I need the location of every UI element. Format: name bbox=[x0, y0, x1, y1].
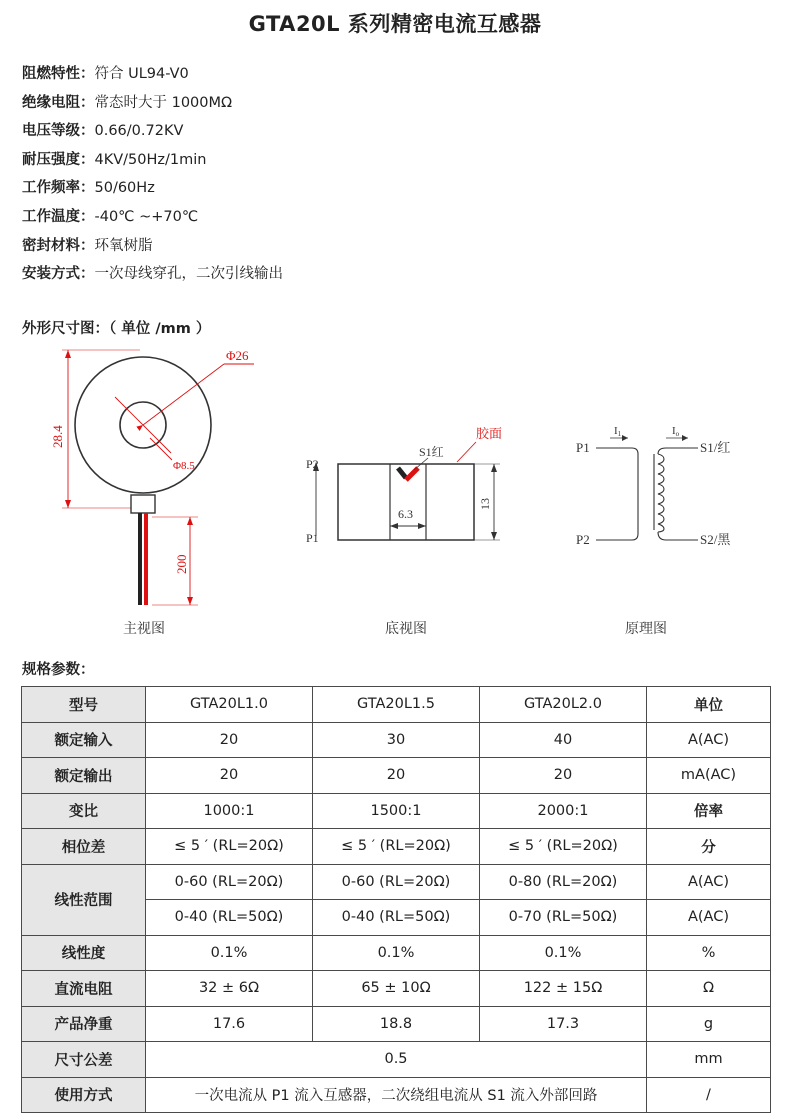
table-cell: 0.1% bbox=[313, 935, 480, 971]
table-row bbox=[22, 1006, 771, 1042]
secondary-current-subscript: o bbox=[675, 430, 680, 438]
body-height-label: 13 bbox=[478, 498, 492, 510]
spec-value: -40℃ ~+70℃ bbox=[94, 208, 199, 225]
table-cell: 0-70 (RL=50Ω) bbox=[480, 900, 647, 936]
table-cell: 0-40 (RL=50Ω) bbox=[146, 900, 313, 936]
secondary-coil bbox=[658, 454, 664, 532]
row-label: 直流电阻 bbox=[22, 971, 146, 1007]
spec-value: 符合 UL94-V0 bbox=[94, 66, 189, 82]
table-row bbox=[22, 758, 771, 794]
row-label: 使用方式 bbox=[22, 1077, 146, 1113]
unit-cell: Ω bbox=[647, 971, 771, 1007]
bottom-view-drawing bbox=[300, 418, 520, 550]
spec-key: 阻燃特性： bbox=[22, 66, 95, 82]
table-cell: 1000:1 bbox=[146, 793, 313, 829]
row-label: 相位差 bbox=[22, 829, 146, 865]
table-cell: 32 ± 6Ω bbox=[146, 971, 313, 1007]
table-cell: 20 bbox=[313, 758, 480, 794]
primary-current-symbol: I bbox=[614, 425, 618, 437]
page-title: GTA20L 系列精密电流互感器 bbox=[248, 12, 542, 36]
principle-diagram bbox=[570, 418, 780, 553]
spec-value: 常态时大于 1000MΩ bbox=[94, 94, 233, 111]
primary-winding bbox=[596, 448, 638, 540]
table-row bbox=[22, 1077, 771, 1113]
unit-cell: A(AC) bbox=[647, 722, 771, 758]
spec-value: 环氧树脂 bbox=[94, 237, 153, 254]
spec-item bbox=[22, 203, 283, 232]
table-cell: 0.1% bbox=[480, 935, 647, 971]
table-row bbox=[22, 722, 771, 758]
row-label: 变比 bbox=[22, 793, 146, 829]
primary-current-subscript: 1 bbox=[617, 430, 622, 438]
table-cell: ≤ 5 ′ (RL=20Ω) bbox=[146, 829, 313, 865]
red-lead bbox=[144, 513, 148, 605]
spec-key: 工作温度： bbox=[22, 208, 95, 225]
spec-item bbox=[22, 89, 283, 118]
inner-diameter-label: Φ8.5 bbox=[173, 460, 195, 472]
table-header-cell: 单位 bbox=[647, 687, 771, 723]
unit-cell: mA(AC) bbox=[647, 758, 771, 794]
unit-cell: A(AC) bbox=[647, 864, 771, 900]
principle-p1-label: P1 bbox=[576, 440, 590, 455]
params-title: 规格参数： bbox=[22, 662, 95, 678]
bottom-view-caption: 底视图 bbox=[385, 621, 427, 637]
row-label: 尺寸公差 bbox=[22, 1042, 146, 1078]
spec-key: 安装方式： bbox=[22, 266, 95, 283]
table-cell: 0.1% bbox=[146, 935, 313, 971]
spec-item bbox=[22, 60, 283, 89]
spec-value: 0.66/0.72KV bbox=[94, 123, 184, 140]
table-cell: 一次电流从 P1 流入互感器，二次绕组电流从 S1 流入外部回路 bbox=[146, 1077, 647, 1113]
secondary-winding bbox=[658, 448, 698, 540]
principle-s2-label: S2/黑 bbox=[700, 532, 731, 547]
table-header-cell: 型号 bbox=[22, 687, 146, 723]
glue-surface-label: 胶面 bbox=[476, 426, 503, 441]
slot-width-label: 6.3 bbox=[398, 507, 413, 521]
primary-current-label bbox=[614, 425, 622, 438]
unit-cell: / bbox=[647, 1077, 771, 1113]
dimensions-title: 外形尺寸图：（ 单位 /mm ） bbox=[22, 321, 211, 337]
spec-value: 4KV/50Hz/1min bbox=[94, 151, 207, 168]
table-cell: 20 bbox=[146, 722, 313, 758]
row-label: 产品净重 bbox=[22, 1006, 146, 1042]
table-row bbox=[22, 935, 771, 971]
table-header-cell: GTA20L1.5 bbox=[313, 687, 480, 723]
table-cell: ≤ 5 ′ (RL=20Ω) bbox=[480, 829, 647, 865]
secondary-current-symbol: I bbox=[672, 425, 676, 437]
table-row bbox=[22, 864, 771, 900]
table-cell: 1500:1 bbox=[313, 793, 480, 829]
front-view-drawing bbox=[40, 340, 270, 615]
row-label: 线性范围 bbox=[22, 864, 146, 935]
principle-p2-label: P2 bbox=[576, 532, 590, 547]
s1-label: S1红 bbox=[419, 445, 444, 459]
outer-diameter-label: Φ26 bbox=[226, 348, 249, 363]
table-header-row bbox=[22, 687, 771, 723]
lead-exit bbox=[131, 495, 155, 513]
principle-s1-label: S1/红 bbox=[700, 440, 731, 455]
spec-item bbox=[22, 232, 283, 261]
table-row bbox=[22, 971, 771, 1007]
spec-key: 绝缘电阻： bbox=[22, 94, 95, 111]
table-cell: 0-60 (RL=20Ω) bbox=[146, 864, 313, 900]
p2-label: P2 bbox=[306, 457, 319, 471]
height-label: 28.4 bbox=[50, 425, 65, 448]
row-label: 额定输出 bbox=[22, 758, 146, 794]
unit-cell: A(AC) bbox=[647, 900, 771, 936]
front-view-caption: 主视图 bbox=[123, 621, 165, 637]
table-header-cell: GTA20L1.0 bbox=[146, 687, 313, 723]
spec-item bbox=[22, 146, 283, 175]
unit-cell: 分 bbox=[647, 829, 771, 865]
black-lead bbox=[138, 513, 142, 605]
spec-table bbox=[21, 686, 771, 1113]
table-cell: 20 bbox=[480, 758, 647, 794]
table-cell: 17.3 bbox=[480, 1006, 647, 1042]
table-cell: 0.5 bbox=[146, 1042, 647, 1078]
table-header-cell: GTA20L2.0 bbox=[480, 687, 647, 723]
unit-cell: mm bbox=[647, 1042, 771, 1078]
row-label: 线性度 bbox=[22, 935, 146, 971]
table-cell: 17.6 bbox=[146, 1006, 313, 1042]
table-cell: 30 bbox=[313, 722, 480, 758]
spec-item bbox=[22, 260, 283, 289]
spec-item bbox=[22, 174, 283, 203]
table-cell: 65 ± 10Ω bbox=[313, 971, 480, 1007]
principle-caption: 原理图 bbox=[625, 621, 667, 637]
spec-key: 工作频率： bbox=[22, 180, 95, 197]
spec-value: 50/60Hz bbox=[94, 180, 155, 197]
lead-length-label: 200 bbox=[174, 554, 189, 574]
table-cell: 0-60 (RL=20Ω) bbox=[313, 864, 480, 900]
table-cell: 20 bbox=[146, 758, 313, 794]
spec-key: 电压等级： bbox=[22, 123, 95, 140]
p1-label: P1 bbox=[306, 531, 319, 545]
unit-cell: 倍率 bbox=[647, 793, 771, 829]
table-cell: ≤ 5 ′ (RL=20Ω) bbox=[313, 829, 480, 865]
table-row bbox=[22, 829, 771, 865]
spec-key: 密封材料： bbox=[22, 237, 95, 254]
unit-cell: g bbox=[647, 1006, 771, 1042]
table-row bbox=[22, 1042, 771, 1078]
spec-key: 耐压强度： bbox=[22, 151, 95, 168]
row-label: 额定输入 bbox=[22, 722, 146, 758]
table-cell: 0-40 (RL=50Ω) bbox=[313, 900, 480, 936]
spec-list bbox=[22, 60, 283, 289]
secondary-current-label bbox=[672, 425, 680, 438]
unit-cell: % bbox=[647, 935, 771, 971]
table-cell: 0-80 (RL=20Ω) bbox=[480, 864, 647, 900]
table-cell: 2000:1 bbox=[480, 793, 647, 829]
spec-value: 一次母线穿孔，二次引线输出 bbox=[94, 266, 283, 283]
spec-item bbox=[22, 117, 283, 146]
table-cell: 18.8 bbox=[313, 1006, 480, 1042]
table-cell: 40 bbox=[480, 722, 647, 758]
table-row bbox=[22, 793, 771, 829]
table-cell: 122 ± 15Ω bbox=[480, 971, 647, 1007]
